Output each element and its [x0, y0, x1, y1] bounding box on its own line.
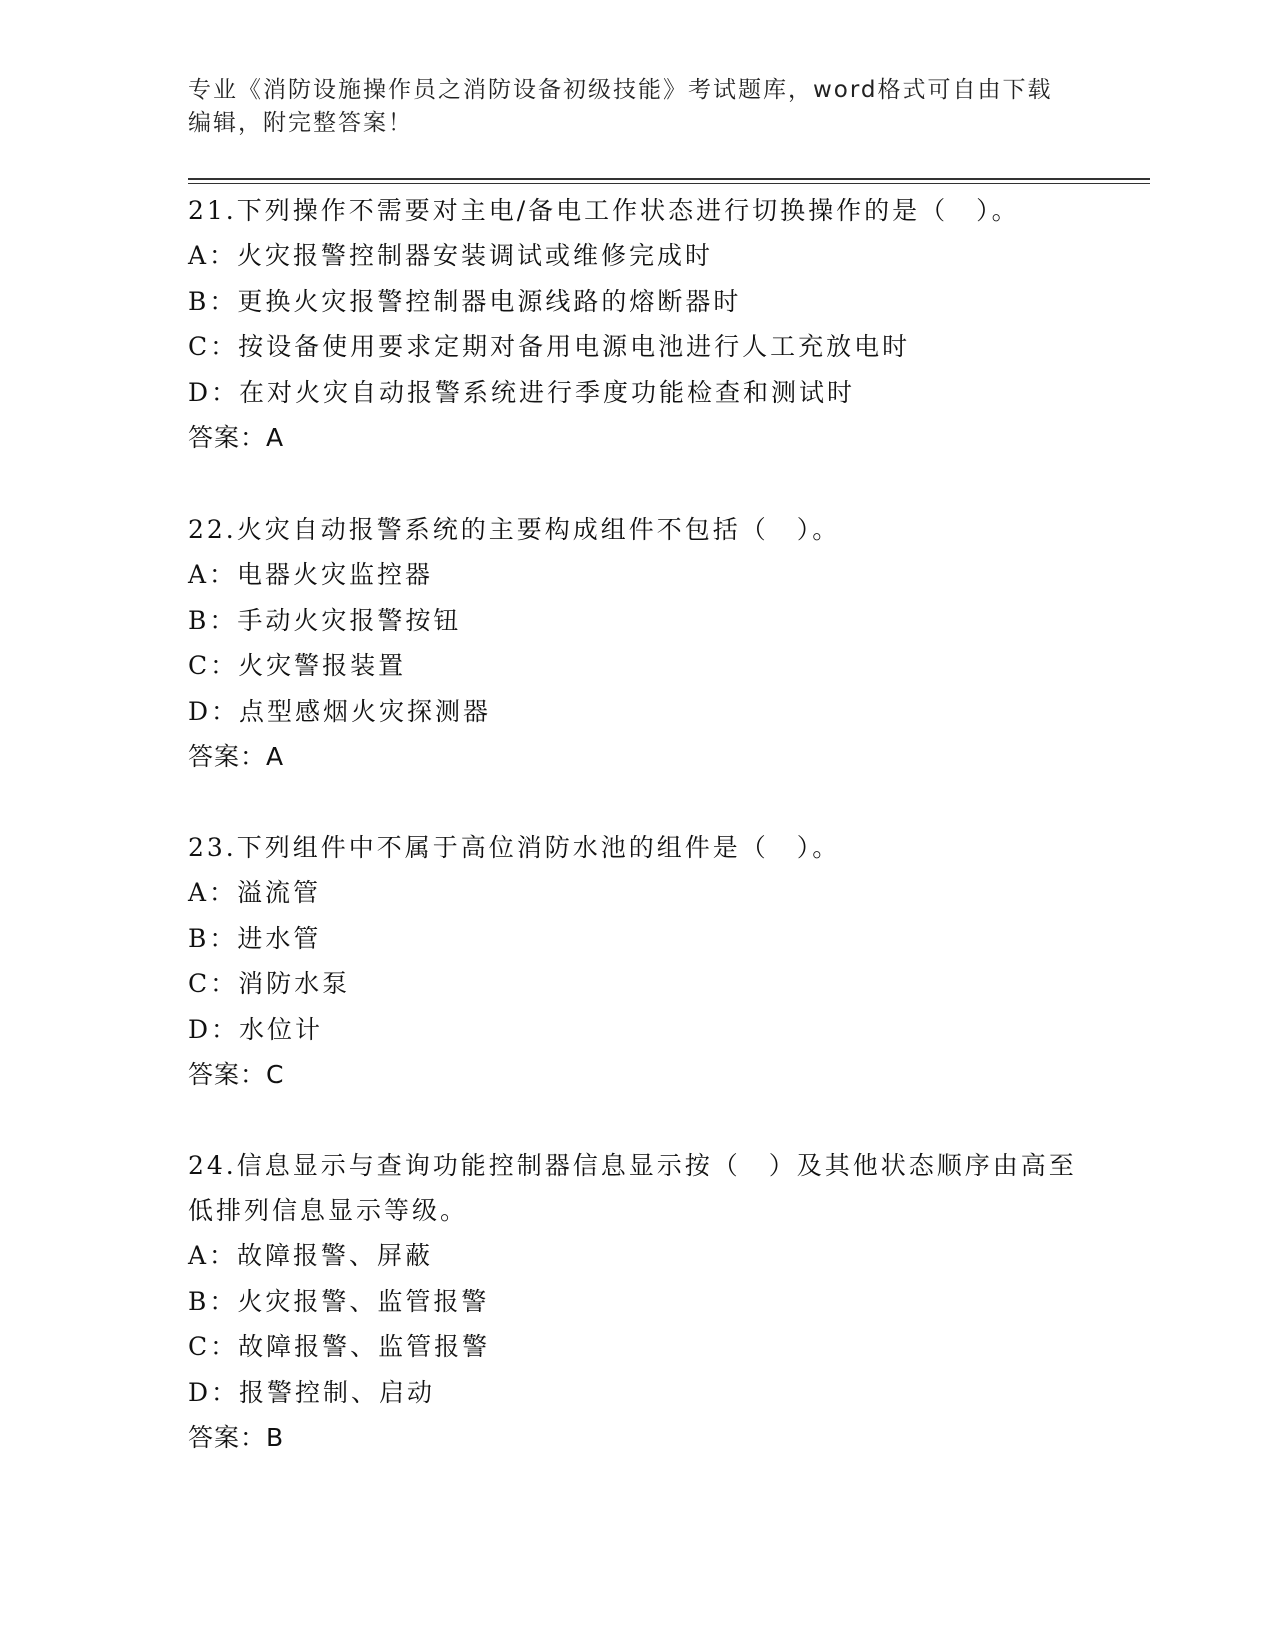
- option-b: B：火灾报警、监管报警: [188, 1286, 490, 1316]
- header-divider-thick: [188, 178, 1150, 180]
- question-stem: 22.火灾自动报警系统的主要构成组件不包括（ ）。: [188, 515, 841, 544]
- option-c: C：按设备使用要求定期对备用电源电池进行人工充放电时: [188, 332, 911, 361]
- answer-line: 答案：A: [188, 742, 285, 771]
- option-a: A：故障报警、屏蔽: [188, 1241, 434, 1270]
- option-d: D：报警控制、启动: [188, 1377, 436, 1407]
- option-b: B：进水管: [188, 923, 322, 953]
- question-stem: 21.下列操作不需要对主电/备电工作状态进行切换操作的是（ ）。: [188, 196, 1020, 225]
- answer-line: 答案：C: [188, 1060, 285, 1089]
- option-d: D：水位计: [188, 1014, 324, 1044]
- option-c: C：故障报警、监管报警: [188, 1332, 491, 1361]
- option-a: A：溢流管: [188, 878, 322, 907]
- option-b: B：更换火灾报警控制器电源线路的熔断器时: [188, 286, 742, 316]
- option-d: D：点型感烟火灾探测器: [188, 696, 492, 726]
- header-divider-thin: [188, 183, 1150, 184]
- question-21: [188, 188, 1088, 461]
- option-a: A：电器火灾监控器: [188, 560, 434, 589]
- option-b: B：手动火灾报警按钮: [188, 605, 462, 635]
- answer-line: 答案：B: [188, 1423, 285, 1452]
- document-intro: 专业《消防设施操作员之消防设备初级技能》考试题库，word格式可自由下载编辑，附完整答案！: [188, 77, 1053, 136]
- option-c: C：火灾警报装置: [188, 651, 407, 680]
- question-22: [188, 507, 1088, 780]
- option-c: C：消防水泵: [188, 969, 351, 998]
- question-stem: 24.信息显示与查询功能控制器信息显示按（ ）及其他状态顺序由高至低排列信息显示等级。: [188, 1151, 1077, 1225]
- question-23: [188, 825, 1088, 1098]
- question-stem: 23.下列组件中不属于高位消防水池的组件是（ ）。: [188, 833, 841, 862]
- answer-line: 答案：A: [188, 423, 285, 452]
- option-d: D：在对火灾自动报警系统进行季度功能检查和测试时: [188, 377, 856, 407]
- option-a: A：火灾报警控制器安装调试或维修完成时: [188, 241, 714, 270]
- question-24: [188, 1143, 1088, 1461]
